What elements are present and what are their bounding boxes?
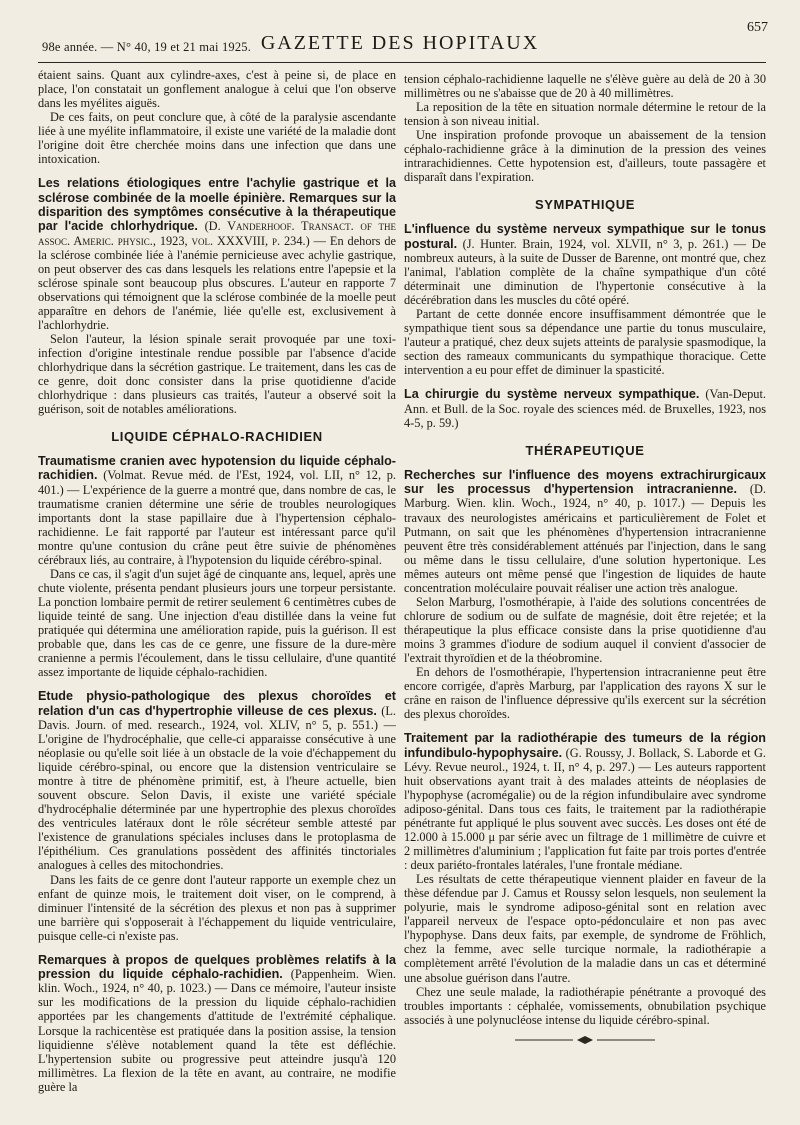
paragraph: Une inspiration profonde provoque un abaissement de la tension céphalo-rachidienne grâce à la diminution de la pression des veines intrarachidiennes. Cette hypotension est, d'ailleurs, toute passagère et disparaît dans l'expiration.: [404, 128, 766, 185]
page-number: 657: [747, 20, 768, 35]
header-rule: [38, 62, 766, 63]
article-body: Les auteurs rapportent huit observations ayant trait à des malades atteints de néoplasies de l'hypophyse (acromégalie) ou de la région infundibulaire avec syndrome adiposo-génital. Dans tous ces faits, le traitement par la radiothérapie pénétrante fut appliqué le plus souvent avec succès. Les doses ont été de 12.000 à 15.000 μ par série avec un filtrage de 1 millimètre de cuivre et 2 millimètres d'aluminium ; l'application fut faite par trois portes d'entrée : deux pariéto-frontales latérales, l'une frontale médiane.: [404, 759, 766, 873]
article-title: Les relations étiologiques entre l'achylie gastrique et la sclérose combinée de la moelle épinière. Remarques sur la disparition des symptômes consécutive à la thérapeutique par l'acide chlorhydrique.: [38, 176, 396, 234]
section-heading: SYMPATHIQUE: [534, 197, 635, 213]
paragraph: Partant de cette donnée encore insuffisamment démontrée que le sympathique tient sous sa dépendance une partie du tonus musculaire, l'auteur a pratiqué, chez deux sujets atteints de paralysie spasmodique, la section des rameaux communicants du sympathique thoracique. Cette intervention a eu pour effet de diminuer la spasticité.: [404, 307, 766, 378]
article-title: Traumatisme cranien avec hypotension du liquide céphalo-rachidien.: [38, 454, 396, 483]
end-ornament: [404, 1035, 766, 1049]
article-reference: (J. Hunter. Brain, 1924, vol. XLVII, n° 3, p. 261.) —: [462, 236, 747, 251]
article-body: L'expérience de la guerre a montré que, dans nombre de cas, le traumatisme cranien détermine une série de troubles neurologiques importants dont la stase papillaire due à l'hypertension céphalo-rachidienne. Le fait rapporté par l'auteur est intéressant parce qu'il montre qu'une contusion du crâne peut être suivie de phénomènes cérébraux liés, au contraire, à l'hypotension du liquide cérébro-spinal.: [38, 482, 396, 567]
paragraph: Dans ce cas, il s'agit d'un sujet âgé de cinquante ans, lequel, après une chute violente, présenta pendant plusieurs jours une torpeur persistante. La ponction lombaire permit de retirer seulement 6 centimètres cubes de liquide teinté de sang. Une injection d'eau distillée dans la veine fut pratiquée qui détermina une amélioration rapide, puis la guérison. Il est probable que, dans les cas de ce genre, une fissure de la dure-mère cranienne a permis l'écoulement, dans le tissu cellulaire, d'une quantité assez importante de liquide céphalo-rachidien.: [38, 567, 396, 680]
article-radiotherapie: [404, 731, 766, 1026]
article-reference: (Volmat. Revue méd. de l'Est, 1924, vol. LII, n° 12, p. 401.) —: [38, 468, 396, 497]
right-column: [404, 72, 766, 1049]
paragraph: En dehors de l'osmothérapie, l'hypertension intracranienne peut être encore corrigée, d'après Marburg, par l'application des rayons X sur le crâne en raison de l'influence dépressive qu'ils exercent sur la sécrétion des plexus choroïdes.: [404, 665, 766, 722]
article-reference: (D. Vanderhoof. Transact. of the assoc. Americ. physic., 1923, vol. XXXVIII, p. 234.) —: [38, 219, 396, 248]
article-reference: (L. Davis. Journ. of med. research., 1924, vol. XLIV, n° 5, p. 551.) —: [38, 703, 396, 733]
ornament-rule-icon: [515, 1035, 655, 1045]
article-title: L'influence du système nerveux sympathique sur le tonus postural.: [404, 222, 766, 251]
paragraph: Selon l'auteur, la lésion spinale serait provoquée par une toxi-infection d'origine intestinale rendue possible par l'absence d'acide chlorhydrique dans la sécrétion gastrique. Le traitement, dans les cas de ce genre, doit donc consister dans la prise quotidienne d'acide chlorhydrique : dans plusieurs cas traités, l'auteur a observé soit la guérison, soit de notables améliorations.: [38, 331, 396, 417]
paragraph: La reposition de la tête en situation normale détermine le retour de la tension à son niveau initial.: [404, 100, 766, 129]
article-title: La chirurgie du système nerveux sympathique.: [404, 387, 700, 402]
paragraph: Les résultats de cette thérapeutique viennent plaider en faveur de la thèse défendue par J. Camus et Roussy selon lesquels, non seulement la polyurie, mais le syndrome adiposo-génital sont en relation avec l'appareil nerveux de l'espace opto-pédonculaire et non pas avec l'hypophyse. Dans deux faits, par exemple, de syndrome de Fröhlich, chez la femme, avec selle turcique normale, la radiothérapie a complètement arrêté l'évolution de la maladie dans un cas et déterminé une absolue guérison dans l'autre.: [404, 872, 766, 985]
article-title: Recherches sur l'influence des moyens extrachirurgicaux sur les processus d'hypertension intracranienne.: [404, 467, 766, 497]
issue-line: 98e année. — N° 40, 19 et 21 mai 1925.: [42, 40, 252, 54]
article-achylie: [38, 176, 396, 416]
article-body: En dehors de la sclérose combinée liée à l'anémie pernicieuse avec achylie gastrique, on peut observer des cas dans lesquels les relations entre l'apepsie et la sclérose spinale sont beaucoup plus obscures. L'auteur en rapporte 7 observations qui témoignent que la sclérose combinée de la moelle peut apparaître en dehors de l'anémie, liée qu'elle est, exclusivement à l'achlorhydrie.: [38, 233, 396, 332]
article-reference: (Pappenheim. Wien. klin. Woch., 1924, n° 40, p. 1023.) —: [38, 967, 397, 996]
article-reference: (D. Marburg. Wien. klin. Woch., 1924, n° 40, p. 1017.) —: [404, 482, 766, 511]
article-body: De nombreux auteurs, à la suite de Dusser de Barenne, ont montré que, chez l'animal, l'ablation complète de la chaîne sympathique d'un côté déterminait une diminution de l'hypertonie consécutive à la décérébration dans les muscles du côté opéré.: [404, 236, 766, 308]
article-chirurgie: [404, 387, 766, 429]
article-title: Etude physio-pathologique des plexus choroïdes et relation d'un cas d'hypertrophie villeuse de ces plexus.: [38, 689, 396, 718]
page-header: [0, 0, 800, 52]
article-body: Depuis les travaux des neurologistes américains et particulièrement de Folet et Putmann, on sait que les phénomènes d'hypertension intracranienne peuvent être très considérablement atténués par l'injection, dans le sang ou même dans le tissu cellulaire, d'une solution hypertonique. Les mêmes auteurs ont même pensé que l'ingestion de liquides de haute concentration moléculaire pouvait réaliser une action très analogue.: [404, 496, 766, 595]
article-body: L'origine de l'hydrocéphalie, que celle-ci apparaisse consécutive à une néoplasie ou qu'elle soit liée à un obstacle de la voie d'échappement du liquide cérébro-spinal, ou encore que la distension ventriculaire se montre à titre de phénomène primitif, est, à l'heure actuelle, bien souvent obscure. Selon Davis, il existe une variété spéciale d'hydrocéphalie déterminée par une hypertrophie des plexus choroïdes des ventricules latéraux dont le rôle sécréteur semble attesté par l'existence de granulations spéciales incluses dans le protoplasma de l'épithélium. Ces granulations possèdent des affinités tinctoriales analogues à celles des mitochondries.: [38, 732, 396, 873]
journal-title: GAZETTE DES HOPITAUX: [260, 32, 540, 54]
paragraph: tension céphalo-rachidienne laquelle ne s'élève guère au delà de 20 à 30 millimètres ou ne s'abaisse que de 20 à 40 millimètres.: [404, 72, 766, 101]
paragraph: étaient sains. Quant aux cylindre-axes, c'est à peine si, de place en place, l'on constatait un gonflement analogue à celui que l'on observe dans les myélites aiguës.: [38, 68, 396, 111]
paragraph: De ces faits, on peut conclure que, à côté de la paralysie ascendante liée à une myélite inflammatoire, il existe une variété de la maladie dont l'origine doit être cherchée moins dans une infection que dans une intoxication.: [38, 110, 396, 167]
article-reference: (Van-Deput. Ann. et Bull. de la Soc. royale des sciences méd. de Bruxelles, 1923, nos 4-5, p. 59.): [404, 387, 766, 430]
article-traumatisme: [38, 454, 396, 679]
article-hypertension: [404, 468, 766, 721]
article-sympathique: [404, 222, 766, 377]
section-heading: LIQUIDE CÉPHALO-RACHIDIEN: [111, 429, 323, 445]
article-title: Traitement par la radiothérapie des tumeurs de la région infundibulo-hypophysaire.: [404, 731, 766, 760]
paragraph: Selon Marburg, l'osmothérapie, à l'aide des solutions concentrées de chlorure de sodium ou de sulfate de magnésie, doit être rejetée; et la thérapeutique la plus efficace consiste dans la prise quotidienne d'au moins 3 grammes d'iodure de sodium auquel il convient d'associer de l'extrait thyroïdien et de la théobromine.: [404, 594, 766, 665]
article-pression: [38, 953, 396, 1094]
article-title: Remarques à propos de quelques problèmes relatifs à la pression du liquide céphalo-rachidien.: [38, 952, 396, 982]
section-heading: THÉRAPEUTIQUE: [525, 442, 645, 458]
paragraph: Chez une seule malade, la radiothérapie pénétrante a provoqué des troubles importants : céphalée, vomissements, obnubilation psychique associés à une polynucléose intense du liquide cérébro-spinal.: [404, 984, 766, 1027]
left-column: [38, 68, 396, 1094]
paragraph: Dans les faits de ce genre dont l'auteur rapporte un exemple chez un enfant de quinze mois, le traitement doit viser, on le comprend, à diminuer l'intensité de la sécrétion des plexus et non pas à supprimer une barrière qui s'opposerait à l'échappement du liquide ventriculaire, puisque celle-ci n'existe pas.: [38, 872, 396, 943]
article-body: Dans ce mémoire, l'auteur insiste sur les modifications de la pression du liquide céphalo-rachidien apportées par les changements d'attitude de l'extrémité céphalique. Lorsque la rachicentèse est pratiquée dans la position assise, la tension liquidienne s'élève notablement quand la tête est défléchie. L'hypertension subite ou progressive peut atteindre jusqu'à 120 millimètres. La flexion de la tête en avant, au contraire, ne modifie guère la: [38, 981, 396, 1094]
article-plexus: [38, 689, 396, 942]
article-reference: (G. Roussy, J. Bollack, S. Laborde et G. Lévy. Revue neurol., 1924, t. II, n° 4, p. 297.) —: [404, 745, 766, 774]
